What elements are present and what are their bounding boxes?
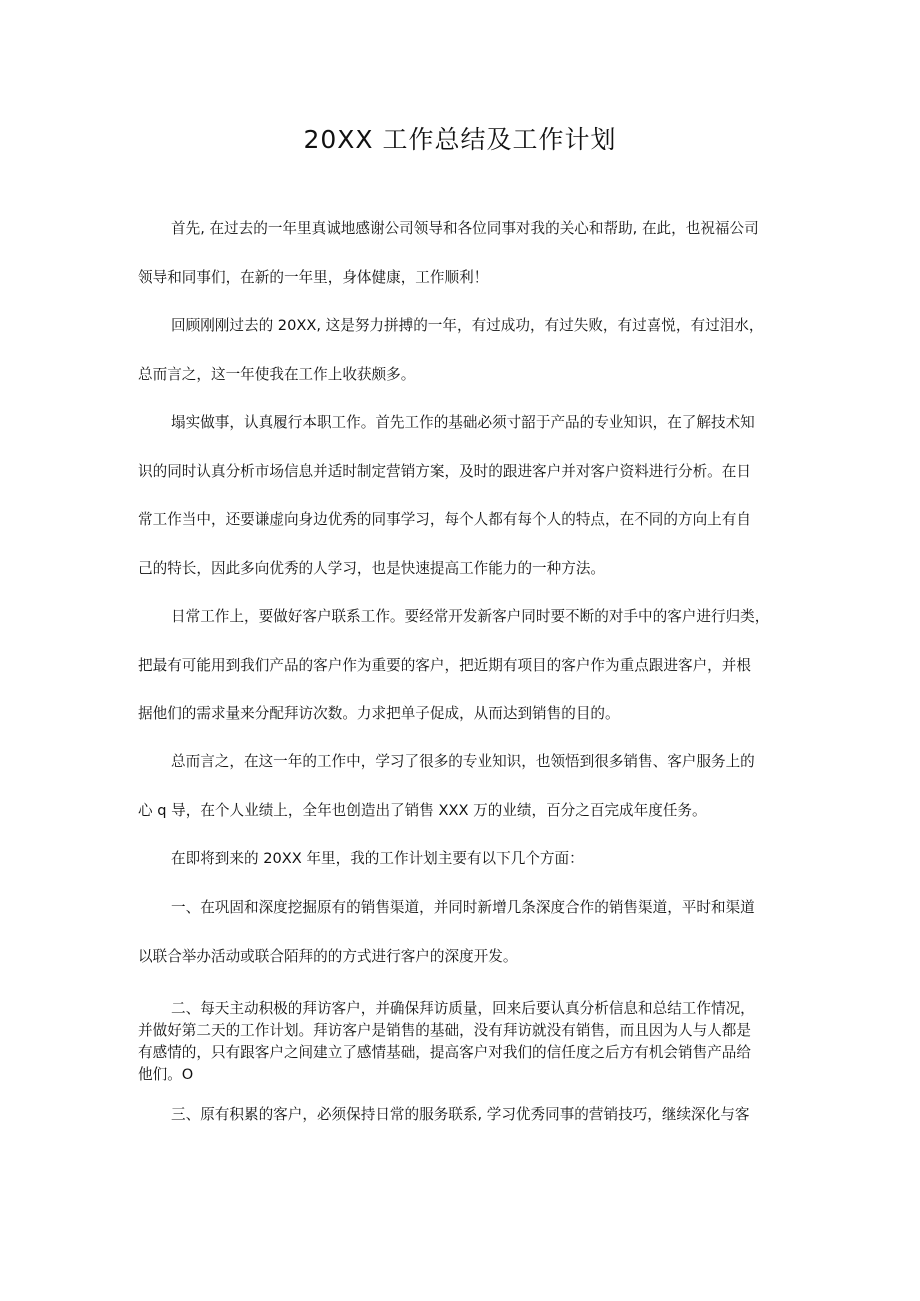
paragraph-plan-3 [138, 1104, 788, 1153]
paragraph-review [138, 315, 788, 412]
paragraph-plan-intro [138, 848, 788, 897]
paragraph-diligence [138, 412, 788, 606]
paragraph-plan-2 [138, 998, 788, 1086]
text-line: 一、在巩固和深度挖掘原有的销售渠道，并同时新增几条深度合作的销售渠道，平时和渠道 [171, 899, 755, 916]
text-line: 总而言之，在这一年的工作中，学习了很多的专业知识，也领悟到很多销售、客户服务上的 [171, 753, 755, 770]
text-line: 常工作当中，还要谦虚向身边优秀的同事学习，每个人都有每个人的特点，在不同的方向上有自 [138, 511, 751, 528]
text-line: 识的同时认真分析市场信息并适时制定营销方案，及时的跟进客户并对客户资料进行分析。在日 [138, 462, 751, 480]
text-line: 领导和同事们，在新的一年里，身体健康，工作顺利！ [138, 268, 489, 286]
paragraph-thanks [138, 218, 788, 315]
text-line: 首先, 在过去的一年里真诚地感谢公司领导和各位同事对我的关心和帮助, 在此，也祝福公司 [171, 220, 759, 237]
text-line: 三、原有积累的客户，必须保持日常的服务联系, 学习优秀同事的营销技巧，继续深化与客 [171, 1106, 750, 1123]
text-line: 据他们的需求量来分配拜访次数。力求把单子促成，从而达到销售的目的。 [138, 705, 620, 722]
paragraph-plan-1 [138, 897, 788, 994]
text-line: 并做好第二天的工作计划。拜访客户是销售的基础，没有拜访就没有销售，而且因为人与人都是 [138, 1022, 751, 1039]
text-line: 他们。O [138, 1066, 194, 1083]
paragraph-summary [138, 751, 788, 848]
document-title: 20XX 工作总结及工作计划 [303, 125, 617, 154]
text-line: 塌实做事，认真履行本职工作。首先工作的基础必须寸韶于产品的专业知识，在了解技术知 [171, 414, 755, 431]
text-line: 二、每天主动积极的拜访客户，并确保拜访质量，回来后要认真分析信息和总结工作情况， [171, 1000, 755, 1017]
text-line: 日常工作上，要做好客户联系工作。要经常开发新客户同时要不断的对手中的客户进行归类， [171, 608, 770, 625]
text-line: 回顾刚刚过去的 20XX, 这是努力拼搏的一年，有过成功，有过失败，有过喜悦，有过泪水， [171, 317, 764, 334]
text-line: 以联合举办活动或联合陌拜的的方式进行客户的深度开发。 [138, 947, 518, 965]
text-line: 心 q 导，在个人业绩上，全年也创造出了销售 XXX 万的业绩，百分之百完成年度任务。 [138, 801, 707, 819]
text-line: 在即将到来的 20XX 年里，我的工作计划主要有以下几个方面： [171, 850, 584, 867]
text-line: 己的特长，因此多向优秀的人学习，也是快速提高工作能力的一种方法。 [138, 559, 606, 577]
text-line: 把最有可能用到我们产品的客户作为重要的客户，把近期有项目的客户作为重点跟进客户，并根 [138, 656, 751, 674]
text-line: 总而言之，这一年使我在工作上收获颇多。 [138, 365, 416, 383]
paragraph-customers [138, 606, 788, 752]
text-line: 有感情的，只有跟客户之间建立了感情基础，提高客户对我们的信任度之后方有机会销售产品给 [138, 1044, 751, 1061]
